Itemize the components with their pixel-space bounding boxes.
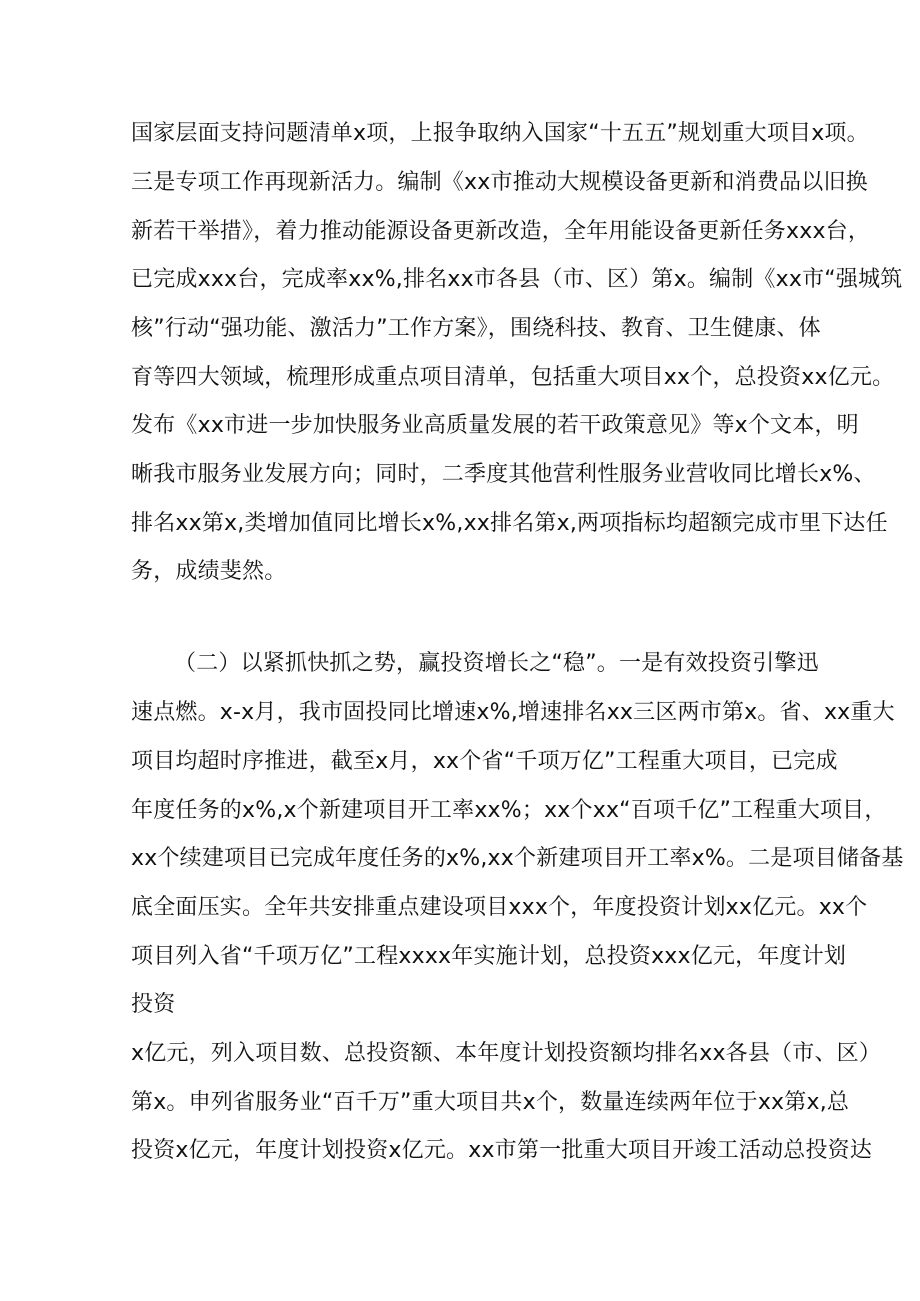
text-line: 投资x亿元，年度计划投资x亿元。xx市第一批重大项目开竣工活动总投资达 bbox=[131, 1138, 873, 1163]
text-line: x亿元，列入项目数、总投资额、本年度计划投资额均排名xx各县（市、区） bbox=[131, 1041, 882, 1066]
text-line: 务，成绩斐然。 bbox=[131, 559, 287, 584]
text-line: 育等四大领域，梳理形成重点项目清单，包括重大项目xx个，总投资xx亿元。 bbox=[131, 365, 895, 390]
text-line: 投资 bbox=[131, 992, 176, 1017]
text-line: 项目列入省“千项万亿”工程xxxx年实施计划，总投资xxx亿元，年度计划 bbox=[131, 944, 847, 969]
section-heading-line: （二）以紧抓快抓之势，赢投资增长之“稳”。一是有效投资引擎迅 bbox=[174, 651, 819, 676]
text-line: 晰我市服务业发展方向；同时，二季度其他营利性服务业营收同比增长x%、 bbox=[131, 462, 876, 487]
text-line: xx个续建项目已完成年度任务的x%,xx个新建项目开工率x%。二是项目储备基 bbox=[131, 846, 904, 871]
text-line: 已完成xxx台，完成率xx%,排名xx市各县（市、区）第x。编制《xx市“强城筑 bbox=[131, 267, 903, 292]
text-line: 核”行动“强功能、激活力”工作方案》，围绕科技、教育、卫生健康、体 bbox=[131, 316, 821, 341]
text-line: 排名xx第x,类增加值同比增长x%,xx排名第x,两项指标均超额完成市里下达任 bbox=[131, 511, 888, 536]
text-line: 项目均超时序推进，截至x月，xx个省“千项万亿”工程重大项目，已完成 bbox=[131, 749, 838, 774]
text-line: 新若干举措》，着力推动能源设备更新改造，全年用能设备更新任务xxx台， bbox=[131, 219, 871, 244]
text-line: 年度任务的x%,x个新建项目开工率xx%；xx个xx“百项千亿”工程重大项目， bbox=[131, 798, 887, 823]
text-line: 第x。申列省服务业“百千万”重大项目共x个，数量连续两年位于xx第x,总 bbox=[131, 1090, 850, 1115]
text-line: 底全面压实。全年共安排重点建设项目xxx个，年度投资计划xx亿元。xx个 bbox=[131, 895, 868, 920]
text-line: 国家层面支持问题清单x项，上报争取纳入国家“十五五”规划重大项目x项。 bbox=[131, 121, 869, 146]
text-line: 速点燃。x-x月，我市固投同比增速x%,增速排名xx三区两市第x。省、xx重大 bbox=[131, 700, 895, 725]
text-line: 三是专项工作再现新活力。编制《xx市推动大规模设备更新和消费品以旧换 bbox=[131, 170, 868, 195]
text-line: 发布《xx市进一步加快服务业高质量发展的若干政策意见》等x个文本，明 bbox=[131, 413, 859, 438]
